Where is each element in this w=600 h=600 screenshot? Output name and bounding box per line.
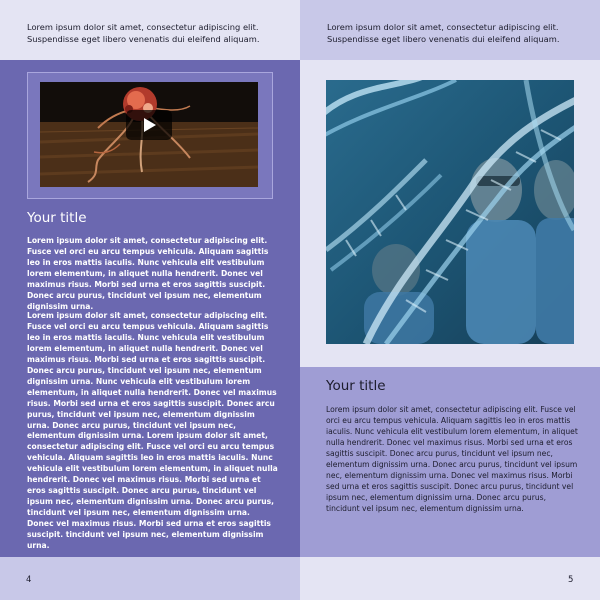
left-header-text: Lorem ipsum dolor sit amet, consectetur adipiscing elit. Suspendisse eget libero venenatis dui eleifend aliquam. [27,22,260,44]
left-title: Your title [27,210,87,226]
dna-helix-image [326,80,574,344]
right-header-text: Lorem ipsum dolor sit amet, consectetur adipiscing elit. Suspendisse eget libero venenatis dui eleifend aliquam. [327,22,560,44]
left-footer-band [0,557,300,600]
right-footer-band [300,557,600,600]
left-content-block [0,60,300,557]
right-paragraph: Lorem ipsum dolor sit amet, consectetur adipiscing elit. Fusce vel orci eu arcu tempus vehicula. Aliquam sagittis leo in eros mattis iaculis. Nunc vehicula elit vestibulum lorem elementum, in aliquet nulla hendrerit. Donec vel maximus risus. Morbi sed urna et eros sagittis suscipit. Donec arcu purus, tincidunt vel ipsum nec, elementum dignissim urna. Donec arcu purus, tincidunt vel ipsum nec, elementum dignissim urna. Donec vel maximus risus. Morbi sed urna et eros sagittis suscipit. Donec arcu purus, tincidunt vel ipsum nec, elementum dignissim urna. Donec arcu purus, tincidunt vel ipsum nec, elementum dignissim urna. [326,405,578,513]
video-frame [27,72,273,199]
right-title: Your title [326,378,386,394]
play-icon [126,110,172,140]
dna-photo [326,80,574,344]
left-paragraph-2: Lorem ipsum dolor sit amet, consectetur adipiscing elit. Fusce vel orci eu arcu tempus vehicula. Aliquam sagittis leo in eros mattis iaculis. Nunc vehicula elit vestibulum lorem elementum, in aliquet nulla hendrerit. Donec vel maximus risus. Morbi sed urna et eros sagittis suscipit. Donec arcu purus, tincidunt vel ipsum nec, elementum dignissim urna. Nunc vehicula elit vestibulum lorem elementum, in aliquet nulla hendrerit. Donec vel maximus risus. Morbi sed urna et eros sagittis suscipit. Donec arcu purus, tincidunt vel ipsum nec, elementum dignissim urna. Donec arcu purus, tincidunt vel ipsum nec, elementum dignissim urna. Lorem ipsum dolor sit amet, consectetur adipiscing elit. Fusce vel orci eu arcu tempus vehicula. Aliquam sagittis leo in eros mattis iaculis. Nunc vehicula elit vestibulum lorem elementum, in aliquet nulla hendrerit. Donec vel maximus risus. Morbi sed urna et eros sagittis suscipit. Donec arcu purus, tincidunt vel ipsum nec, elementum dignissim urna. Donec arcu purus, tincidunt vel ipsum nec, elementum dignissim urna. Donec vel maximus risus. Morbi sed urna et eros sagittis suscipit. tincidunt vel ipsum nec, elementum dignissim urna. [27,311,278,551]
right-image-block [300,60,600,367]
left-header-band [0,0,300,60]
left-paragraph-1: Lorem ipsum dolor sit amet, consectetur adipiscing elit. Fusce vel orci eu arcu tempus vehicula. Aliquam sagittis leo in eros mattis iaculis. Nunc vehicula elit vestibulum lorem elementum, in aliquet nulla hendrerit. Donec vel maximus risus. Morbi sed urna et eros sagittis suscipit. Donec arcu purus, tincidunt vel ipsum nec, elementum dignissim urna. [27,236,269,311]
right-header-band [300,0,600,60]
video-player[interactable] [40,82,258,187]
right-text-block [300,367,600,557]
right-page [300,0,600,600]
play-button[interactable] [126,110,172,140]
left-page-number: 4 [26,575,32,585]
right-page-number: 5 [568,575,574,585]
